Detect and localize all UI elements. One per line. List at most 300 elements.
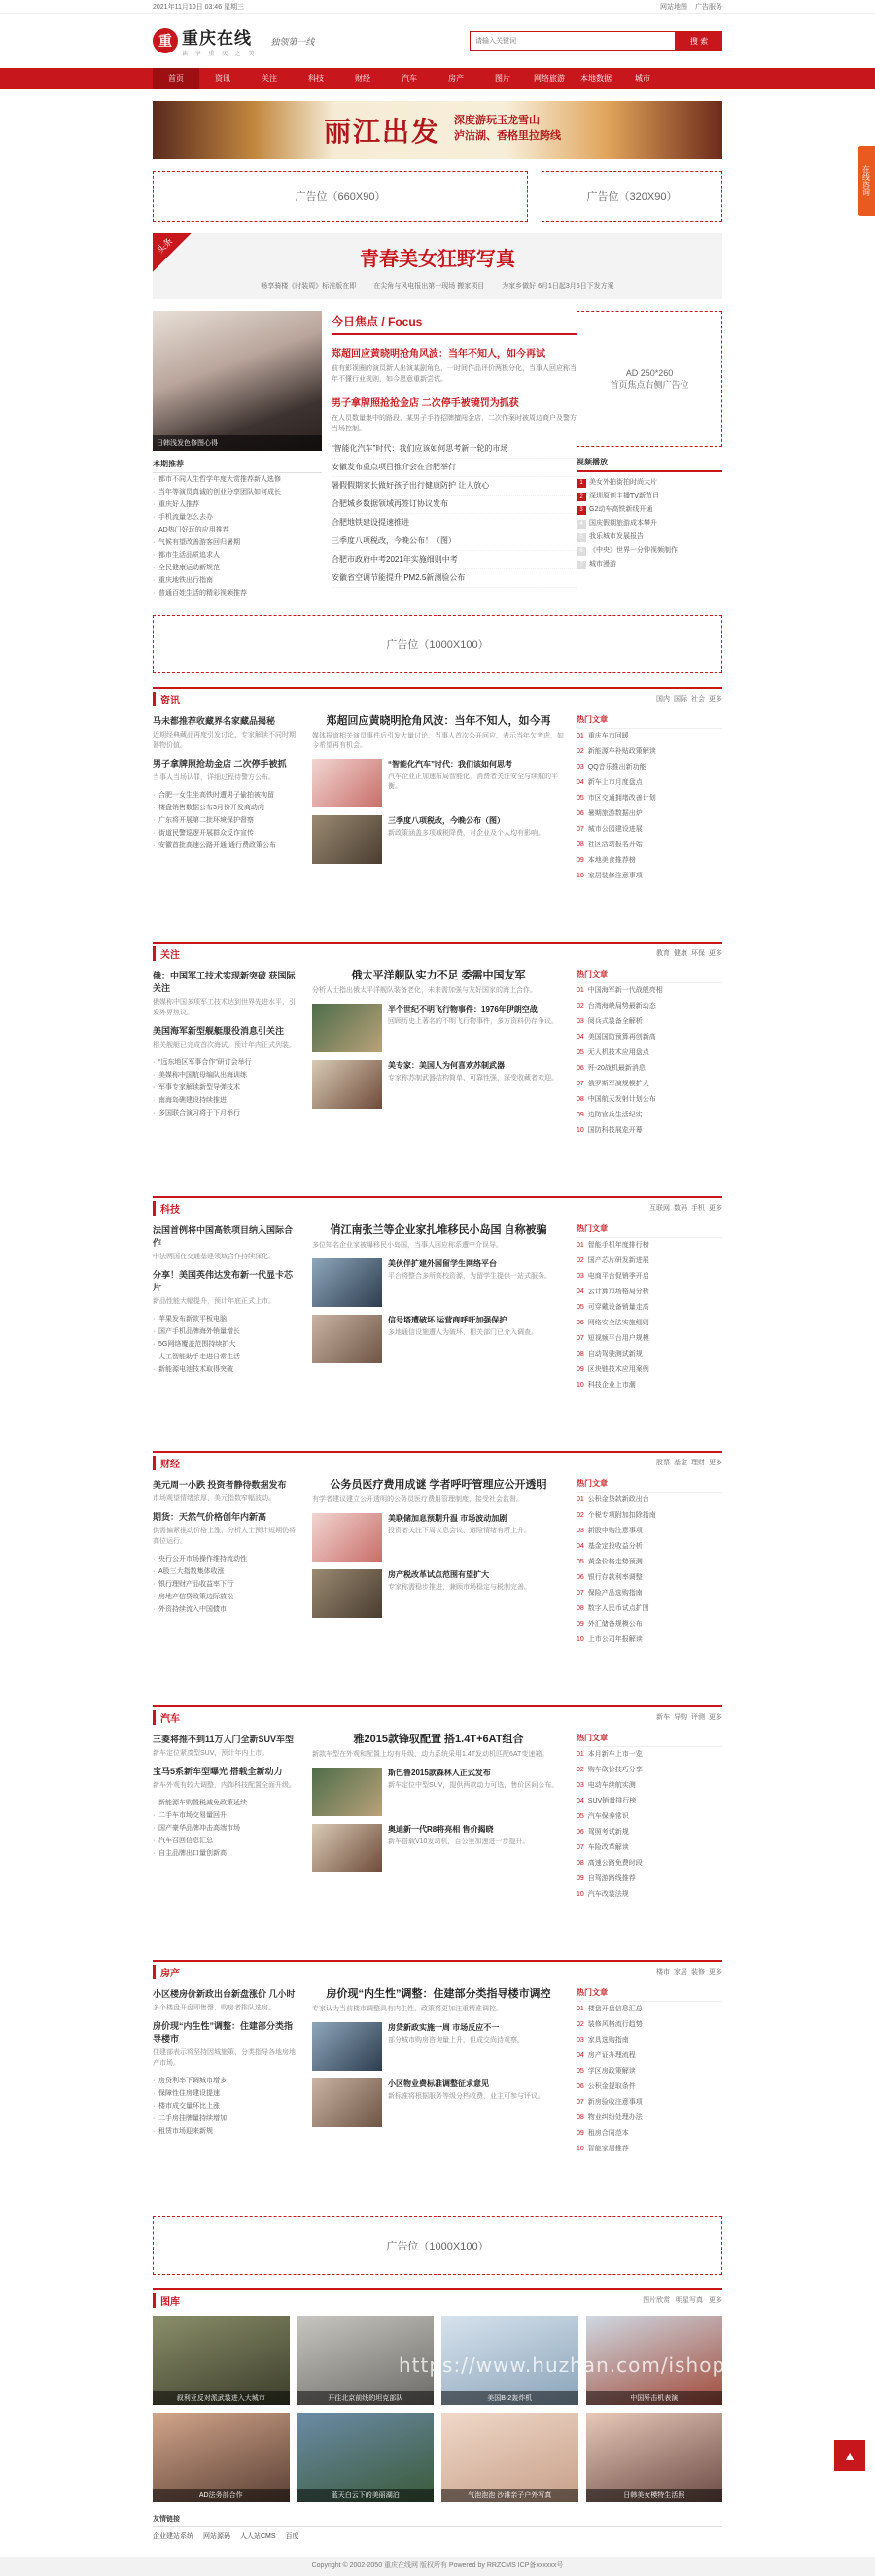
hot-article-item[interactable] [577, 2142, 722, 2157]
channel-subnav-link[interactable]: 更多 [709, 1205, 722, 1212]
channel-subnav-link[interactable]: 数码 [674, 1205, 687, 1212]
logo-sub: 读 享 重 庆 之 美 [182, 52, 258, 57]
channel-title[interactable]: 关注 [153, 946, 180, 961]
channel-left-item[interactable]: · 房贷利率下调城市增多 [153, 2075, 298, 2087]
rank-number: 05 [577, 1813, 584, 1820]
focus-list-item[interactable]: 安徽发布重点项目推介会在合肥举行 [332, 459, 577, 477]
hot-article-item[interactable] [577, 791, 722, 807]
nav-item-6[interactable]: 房产 [448, 74, 464, 83]
rank-number: 01 [577, 1496, 584, 1503]
recommend-item[interactable]: · 全民健康运动新规范 [153, 562, 322, 574]
channel-news-item[interactable] [312, 1513, 565, 1562]
news-thumbnail[interactable] [312, 1258, 382, 1307]
hot-article-item[interactable] [577, 2064, 722, 2079]
hot-article-item[interactable] [577, 1840, 722, 1856]
hot-article-item[interactable] [577, 2111, 722, 2126]
back-to-top-button[interactable] [834, 2440, 865, 2471]
hot-article-item[interactable] [577, 1238, 722, 1254]
hot-article-label: 暑期旅游数据出炉 [587, 810, 643, 817]
channel-left-item[interactable]: · 外资持续流入中国债市 [153, 1603, 298, 1616]
channel-subnav-link[interactable]: 更多 [709, 696, 722, 703]
hot-article-item[interactable] [577, 999, 722, 1014]
focus-list-item[interactable]: “智能化汽车”时代：我们应该如何思考新一轮的市场 [332, 440, 577, 459]
rank-number: 07 [577, 1844, 584, 1851]
channel-subnav-link[interactable]: 环保 [691, 950, 705, 957]
news-title[interactable]: 美伙伴扩建外国留学生网络平台 [388, 1259, 497, 1268]
nav-item-8[interactable]: 网络旅游 [534, 74, 565, 83]
video-item[interactable] [577, 503, 722, 517]
channel-left-item[interactable]: · 楼市成交量环比上涨 [153, 2100, 298, 2112]
hot-article-item[interactable] [577, 1586, 722, 1601]
channel-left-title[interactable]: 宝马5系新车型曝光 搭载全新动力 [153, 1767, 283, 1776]
channel-subnav-link[interactable]: 健康 [674, 950, 687, 957]
news-thumbnail[interactable] [312, 759, 382, 807]
rank-number: 08 [577, 1351, 584, 1357]
channel-left-item[interactable]: · 军事专家解读新型导弹技术 [153, 1082, 298, 1094]
hot-article-item[interactable] [577, 1632, 722, 1648]
online-consult-button[interactable]: 在线咨询 [858, 146, 875, 216]
channel-left-item[interactable]: · 南海岛礁建设持续推进 [153, 1094, 298, 1107]
gallery-thumb[interactable] [441, 2413, 578, 2502]
channel-news-item[interactable] [312, 1315, 565, 1363]
news-title[interactable]: 美联储加息预期升温 市场波动加剧 [388, 1514, 508, 1523]
hot-article-item[interactable] [577, 2048, 722, 2064]
hot-article-item[interactable] [577, 1092, 722, 1108]
hot-article-item[interactable] [577, 1108, 722, 1123]
channel-subnav-link[interactable]: 家居 [674, 1969, 687, 1975]
focus-list-item[interactable]: 安徽省空调节能提升 PM2.5新测验公布 [332, 569, 577, 588]
channel-left-item[interactable]: · 安徽首批高速公路开通 通行费政策公布 [153, 840, 298, 852]
news-thumbnail[interactable] [312, 2078, 382, 2127]
channel-subnav-link[interactable]: 社会 [691, 696, 705, 703]
channel-left-item[interactable]: · 5G网络覆盖范围持续扩大 [153, 1338, 298, 1351]
recommend-item[interactable]: · 当年等演员真诚的创业分享团队如何成长 [153, 486, 322, 498]
channel-news-item[interactable] [312, 2078, 565, 2127]
video-item[interactable] [577, 544, 722, 558]
channel-subnav-link[interactable]: 更多 [709, 1969, 722, 1975]
channel-left-title[interactable]: 美国海军新型舰艇服役消息引关注 [153, 1026, 285, 1036]
channel-headline-text: 分析人士指出俄太平洋舰队装备老化，未来需加强与友好国家的海上合作。 [312, 987, 537, 994]
focus-item-2-title[interactable]: 男子拿牌照抢抢金店 二次停手被镜罚为抓获 [332, 398, 519, 409]
channel-headline-text: 多位知名企业家被曝移民小岛国，当事人回应称系遭中介误导。 [312, 1242, 503, 1249]
news-thumbnail[interactable] [312, 1513, 382, 1562]
recommend-item[interactable]: · 手机流量怎么去办 [153, 511, 322, 524]
channel-section [153, 1196, 722, 1437]
channel-lead-text: 俄媒称中国多项军工技术达到世界先进水平，引发外界热议。 [153, 999, 296, 1016]
channel-left-item[interactable]: · 房地产信贷政策边际放松 [153, 1591, 298, 1603]
hot-article-label: 俄罗斯军演规模扩大 [587, 1081, 649, 1087]
channel-subnav-link[interactable]: 更多 [709, 1714, 722, 1721]
channel-headline[interactable]: 房价现“内生性”调整：住建部分类指导楼市调控 [326, 1988, 551, 2000]
channel-news-item[interactable] [312, 815, 565, 864]
channel-news-item[interactable] [312, 2022, 565, 2071]
ad-1000x100-bottom[interactable]: 广告位（1000X100） [153, 2216, 722, 2275]
hot-article-item[interactable] [577, 983, 722, 999]
news-text: 新标准将根据服务等级分档收费，业主可参与评议。 [388, 2093, 544, 2100]
focus-photo[interactable] [153, 311, 322, 451]
channel-left-item[interactable]: · 租赁市场迎来新规 [153, 2125, 298, 2138]
channel-lead[interactable]: 俄：中国军工技术实现新突破 获国际关注 [153, 971, 296, 993]
channel-lead[interactable]: 法国首例将中国高铁项目纳入国际合作 [153, 1225, 294, 1248]
recommend-item[interactable]: · 都市生活品质追求人 [153, 549, 322, 562]
gallery-caption: 气泡泡泡 沙滩亲子户外写真 [441, 2489, 578, 2502]
friend-link[interactable]: 网站源码 [203, 2533, 230, 2540]
channel-left-item[interactable]: · 银行理财产品收益率下行 [153, 1578, 298, 1591]
hot-article-item[interactable] [577, 775, 722, 791]
channel-news-item[interactable] [312, 1824, 565, 1872]
focus-list-item[interactable]: 三季度八项税改，今晚公布！（图） [332, 532, 577, 551]
hot-articles-title: 热门文章 [577, 963, 722, 983]
channel-news-item[interactable] [312, 1004, 565, 1052]
friend-link[interactable]: 百度 [285, 2533, 299, 2540]
hot-article-item[interactable] [577, 1378, 722, 1393]
headline-sub-2[interactable]: 在尖角与风电报出第一现场 搬家项目 [373, 283, 485, 290]
hot-article-item[interactable] [577, 2079, 722, 2095]
nav-item-0[interactable]: 首页 [153, 68, 199, 89]
nav-item-1[interactable]: 资讯 [215, 74, 230, 83]
channel-left-item[interactable]: · 二手房挂牌量持续增加 [153, 2112, 298, 2125]
channel-lead[interactable]: 美元周一小跌 投资者静待数据发布 [153, 1480, 287, 1490]
hot-article-item[interactable] [577, 869, 722, 884]
hot-article-item[interactable] [577, 1825, 722, 1840]
hot-article-item[interactable] [577, 1077, 722, 1092]
news-title[interactable]: 半个世纪不明飞行物事件：1976年伊朗空战 [388, 1005, 538, 1013]
gallery-thumb[interactable] [153, 2413, 290, 2502]
channel-subnav-link[interactable]: 国内 [656, 696, 670, 703]
rank-badge: 3 [577, 506, 586, 515]
channel-subnav-link[interactable]: 国际 [674, 696, 687, 703]
friend-link[interactable]: 人人站CMS [240, 2533, 276, 2540]
news-title[interactable]: “智能化汽车”时代：我们该如何思考 [388, 760, 512, 769]
gallery-caption: 蓝天白云下的美丽湖泊 [298, 2489, 435, 2502]
hot-article-label: 家具选购指南 [587, 2037, 629, 2044]
recommend-item[interactable]: · 普通百姓生活的精彩视频推荐 [153, 587, 322, 600]
hot-article-label: 学区房政策解读 [587, 2068, 636, 2075]
headline-block [153, 233, 722, 299]
hot-article-item[interactable] [577, 2033, 722, 2048]
news-title[interactable]: 奥迪新一代R8将亮相 售价揭晓 [388, 1825, 494, 1834]
channel-title[interactable]: 财经 [153, 1456, 180, 1470]
hot-article-label: 黄金价格走势预测 [587, 1559, 643, 1565]
channel-lead[interactable]: 小区楼房价新政出台新盘涨价 几小时 [153, 1989, 296, 1999]
hot-article-item[interactable] [577, 1508, 722, 1524]
hot-article-item[interactable] [577, 729, 722, 744]
friend-links [153, 2514, 722, 2541]
recommend-item[interactable]: · 重庆好人推荐 [153, 498, 322, 511]
channel-lead-text: 多个楼盘开盘即售罄，购房者排队选房。 [153, 2005, 275, 2011]
video-item-label: 《中央》世界一分钟视频制作 [589, 547, 678, 554]
ad-side-250x260[interactable]: AD 250*260 首页焦点右侧广告位 [577, 311, 722, 447]
hot-article-item[interactable] [577, 822, 722, 838]
hot-article-item[interactable] [577, 1524, 722, 1539]
hot-article-label: 数字人民币试点扩围 [587, 1605, 649, 1612]
channel-news-item[interactable] [312, 1569, 565, 1618]
gallery-more-1[interactable]: 图片欣赏 [643, 2297, 671, 2304]
logo-name: 重庆在线 [182, 29, 252, 48]
channel-left-item[interactable]: · 汽车召回信息汇总 [153, 1835, 298, 1847]
news-thumbnail[interactable] [312, 1060, 382, 1109]
focus-list-item[interactable]: 合肥地铁建设提速推进 [332, 514, 577, 532]
channel-left-item[interactable]: · 保障性住房建设提速 [153, 2087, 298, 2100]
recommend-item[interactable]: · 都市不同人生哲学年度大赏推荐新人选修 [153, 473, 322, 486]
date-text: 2021年11月10日 03:46 星期三 [153, 4, 245, 11]
headline-title[interactable]: 青春美女狂野写真 [360, 247, 515, 270]
news-title[interactable]: 信号塔遭破坏 运营商呼吁加强保护 [388, 1316, 508, 1324]
rank-number: 08 [577, 1860, 584, 1867]
channel-news-item[interactable] [312, 759, 565, 807]
hot-article-item[interactable] [577, 838, 722, 853]
sitemap-link[interactable]: 网站地图 [660, 4, 688, 11]
channel-headline[interactable]: 郑超回应黄晓明抢角风波：当年不知人，如今再 [326, 715, 551, 727]
hot-article-item[interactable] [577, 1887, 722, 1903]
gallery-thumb[interactable] [586, 2413, 723, 2502]
news-title[interactable]: 房贷新政实施一周 市场反应不一 [388, 2023, 500, 2032]
channel-left-item[interactable]: · 国产豪华品牌冲击高端市场 [153, 1822, 298, 1835]
hot-article-item[interactable] [577, 1014, 722, 1030]
channel-headline[interactable]: 俏江南张兰等企业家扎堆移民小岛国 自称被骗 [330, 1224, 547, 1236]
gallery-thumb[interactable] [153, 2316, 290, 2405]
channel-title[interactable]: 科技 [153, 1201, 180, 1216]
hot-article-item[interactable] [577, 1794, 722, 1809]
hot-article-item[interactable] [577, 1300, 722, 1316]
channel-left-title[interactable]: 分享！美国英伟达发布新一代显卡芯片 [153, 1270, 294, 1292]
hot-article-label: 区块链技术应用案例 [587, 1366, 649, 1373]
hot-article-item[interactable] [577, 1254, 722, 1269]
hot-article-item[interactable] [577, 2002, 722, 2017]
search-button[interactable]: 搜 索 [676, 31, 722, 51]
search-input[interactable] [470, 31, 676, 51]
gallery-title[interactable]: 图库 [153, 2293, 180, 2308]
ad-service-link[interactable]: 广告服务 [695, 4, 722, 11]
news-thumbnail[interactable] [312, 1824, 382, 1872]
hot-article-item[interactable] [577, 1601, 722, 1617]
ad-1000x100-top[interactable]: 广告位（1000X100） [153, 615, 722, 673]
hot-article-item[interactable] [577, 1747, 722, 1763]
hot-article-item[interactable] [577, 1123, 722, 1139]
channel-subnav-link[interactable]: 股票 [656, 1460, 670, 1466]
video-item[interactable] [577, 476, 722, 490]
focus-list-item[interactable]: 合肥城乡数据领域再签订协议发布 [332, 496, 577, 514]
news-text: 多地通信设施遭人为破坏，相关部门已介入调查。 [388, 1329, 538, 1336]
channel-left-text: 新品性能大幅提升，预计年底正式上市。 [153, 1298, 275, 1305]
hot-article-item[interactable] [577, 744, 722, 760]
recommend-item[interactable]: · 气候有望改善游客回归暑期 [153, 536, 322, 549]
channel-subnav-link[interactable]: 更多 [709, 1460, 722, 1466]
channel-left-item[interactable]: · 国产手机品牌海外销量增长 [153, 1325, 298, 1338]
channel-lead[interactable]: 马未都推荐收藏界名家藏品揭秘 [153, 716, 276, 726]
news-title[interactable]: 房产税改革试点范围有望扩大 [388, 1570, 489, 1579]
channel-left-item[interactable]: · 街道民警巡逻开展群众反诈宣传 [153, 827, 298, 840]
channel-left-item[interactable]: · 合肥一女生坐高铁时遭男子偷拍被拘留 [153, 789, 298, 802]
focus-list-item[interactable]: 合肥市政府中考2021年实施细则中考 [332, 551, 577, 569]
friend-link[interactable]: 企业建站系统 [153, 2533, 193, 2540]
hot-article-item[interactable] [577, 1316, 722, 1331]
ad-320x90[interactable]: 广告位（320X90） [542, 171, 722, 222]
rank-number: 04 [577, 1798, 584, 1804]
rank-number: 01 [577, 733, 584, 739]
channel-left-item[interactable]: · 央行公开市场操作维持流动性 [153, 1553, 298, 1565]
hot-article-item[interactable] [577, 1061, 722, 1077]
watermark: https://www.huzhan.com/ishop36306 [399, 2353, 792, 2377]
nav-item-2[interactable]: 关注 [262, 74, 277, 83]
nav-item-5[interactable]: 汽车 [402, 74, 417, 83]
hot-article-item[interactable] [577, 1872, 722, 1887]
channel-news-item[interactable] [312, 1258, 565, 1307]
channel-subnav-link[interactable]: 手机 [691, 1205, 705, 1212]
headline-sub-3[interactable]: 为家乡做好 6月1日起3月5日下发方案 [502, 283, 614, 290]
channel-subnav-link[interactable]: 楼市 [656, 1969, 670, 1975]
slogan: 独领第一线 [270, 37, 315, 48]
hot-article-label: 中国海军新一代战舰亮相 [587, 987, 663, 994]
gallery-thumb[interactable] [298, 2413, 435, 2502]
hot-article-item[interactable] [577, 1493, 722, 1508]
news-title[interactable]: 美专家：美国人为何喜欢苏制武器 [388, 1061, 505, 1070]
rank-number: 10 [577, 1891, 584, 1898]
channel-headline[interactable]: 俄太平洋舰队实力不足 委需中国友军 [351, 970, 526, 981]
news-title[interactable]: 斯巴鲁2015款森林人正式发布 [388, 1769, 491, 1777]
channel-left-title[interactable]: 男子拿牌照抢劫金店 二次停手被抓 [153, 759, 287, 769]
headline-sub-1[interactable]: 畅享骑楼《时装周》标准版在即 [261, 283, 357, 290]
recommend-item[interactable]: · AD热门好玩的应用推荐 [153, 524, 322, 536]
channel-subnav-link[interactable]: 评测 [691, 1714, 705, 1721]
focus-list-item[interactable]: 暑假假期家长做好孩子出行健康防护 让人放心 [332, 477, 577, 496]
nav-item-4[interactable]: 财经 [355, 74, 370, 83]
channel-left-item[interactable]: · 自主品牌出口量创新高 [153, 1847, 298, 1860]
channel-left-item[interactable]: · 人工智能助手走进日常生活 [153, 1351, 298, 1363]
hot-article-item[interactable] [577, 1046, 722, 1061]
channel-headline[interactable]: 公务员医疗费用成谜 学者呼吁管理应公开透明 [330, 1479, 547, 1491]
hot-article-item[interactable] [577, 1539, 722, 1555]
hot-article-item[interactable] [577, 1809, 722, 1825]
focus-photo-caption: 日韩浅发色修图心得 [153, 435, 322, 451]
hot-article-item[interactable] [577, 2017, 722, 2033]
hot-article-item[interactable] [577, 1269, 722, 1285]
channel-subnav-link[interactable]: 更多 [709, 950, 722, 957]
channel-left-item[interactable]: · 苹果发布新款平板电脑 [153, 1313, 298, 1325]
rank-number: 05 [577, 795, 584, 802]
hot-article-item[interactable] [577, 1570, 722, 1586]
rank-number: 01 [577, 1242, 584, 1249]
banner-ad[interactable] [153, 101, 722, 159]
channel-left-text: 相关舰艇已完成首次海试，预计年内正式列装。 [153, 1042, 296, 1048]
channel-news-item[interactable] [312, 1060, 565, 1109]
channel-headline[interactable]: 雅2015款锋驭配置 搭1.4T+6AT组合 [353, 1734, 524, 1745]
channel-news-item[interactable] [312, 1768, 565, 1816]
channel-left-item[interactable]: · 广东将开展第二批环境保护督察 [153, 814, 298, 827]
rank-number: 06 [577, 1574, 584, 1581]
channel-left-item[interactable]: · 多国联合演习将于下月举行 [153, 1107, 298, 1119]
hot-article-item[interactable] [577, 1362, 722, 1378]
hot-article-label: 阅兵式装备全解析 [587, 1018, 643, 1025]
channel-lead[interactable]: 三菱将推不到11万入门全新SUV车型 [153, 1735, 295, 1744]
channel-title[interactable]: 汽车 [153, 1710, 180, 1725]
channel-subnav-link[interactable]: 理财 [691, 1460, 705, 1466]
video-item[interactable] [577, 558, 722, 571]
hot-article-item[interactable] [577, 1347, 722, 1362]
channel-subnav-link[interactable]: 导购 [674, 1714, 687, 1721]
rank-number: 06 [577, 1829, 584, 1836]
video-item[interactable] [577, 531, 722, 544]
channel-left-item[interactable]: · “远东地区军事合作”研讨会举行 [153, 1056, 298, 1069]
hot-article-item[interactable] [577, 1778, 722, 1794]
channel-left-item[interactable]: · 美媒称中国航母编队出海训练 [153, 1069, 298, 1082]
channel-title[interactable]: 资讯 [153, 692, 180, 706]
banner-subtitle [454, 113, 561, 144]
gallery-more-2[interactable]: 明星写真 [676, 2297, 704, 2304]
channel-left-title[interactable]: 房价现“内生性”调整：住建部分类指导楼市 [153, 2021, 294, 2044]
channel-subnav-link[interactable]: 装修 [691, 1969, 705, 1975]
news-thumbnail[interactable] [312, 815, 382, 864]
channel-left-list [153, 789, 298, 852]
rank-number: 02 [577, 1257, 584, 1264]
news-thumbnail[interactable] [312, 1569, 382, 1618]
channel-subnav-link[interactable]: 教育 [656, 950, 670, 957]
channel-left-item[interactable]: · 楼盘销售数据公布3月份开发商动向 [153, 802, 298, 814]
rank-number: 05 [577, 1049, 584, 1056]
recommend-item[interactable]: · 重庆地铁出行指南 [153, 574, 322, 587]
channel-left-item[interactable]: · 新能源车购置税减免政策延续 [153, 1797, 298, 1809]
channel-subnav-link[interactable]: 新车 [656, 1714, 670, 1721]
channel-subnav-link[interactable]: 基金 [674, 1460, 687, 1466]
hot-article-label: 汽车保养常识 [587, 1813, 629, 1820]
hot-article-item[interactable] [577, 1555, 722, 1570]
rank-number: 01 [577, 987, 584, 994]
hot-article-item[interactable] [577, 1030, 722, 1046]
hot-article-label: 边防官兵生活纪实 [587, 1112, 643, 1118]
hot-article-item[interactable] [577, 760, 722, 775]
news-title[interactable]: 小区物业费标准调整征求意见 [388, 2079, 489, 2088]
ad-660x90[interactable]: 广告位（660X90） [153, 171, 528, 222]
news-thumbnail[interactable] [312, 1768, 382, 1816]
nav-item-7[interactable]: 图片 [495, 74, 510, 83]
channel-title[interactable]: 房产 [153, 1965, 180, 1979]
nav-item-9[interactable]: 本地数据 [580, 74, 612, 83]
channel-left-title[interactable]: 期货：天然气价格创年内新高 [153, 1512, 267, 1522]
hot-article-item[interactable] [577, 807, 722, 822]
channel-left-item[interactable]: · 新能源电池技术取得突破 [153, 1363, 298, 1376]
hot-article-item[interactable] [577, 1856, 722, 1872]
search-bar [470, 31, 722, 51]
channel-subnav-link[interactable]: 互联网 [649, 1205, 670, 1212]
channel-left-item[interactable]: · A股三大指数集体收涨 [153, 1565, 298, 1578]
hot-article-label: 基金定投收益分析 [587, 1543, 643, 1550]
news-thumbnail[interactable] [312, 1315, 382, 1363]
focus-list [332, 440, 577, 588]
news-thumbnail[interactable] [312, 1004, 382, 1052]
video-item[interactable] [577, 517, 722, 531]
channel-left-item[interactable]: · 二手车市场交易量回升 [153, 1809, 298, 1822]
focus-item-1-title[interactable]: 郑超回应黄晓明抢角风波：当年不知人，如今再试 [332, 349, 545, 360]
hot-article-item[interactable] [577, 2095, 722, 2111]
hot-article-label: 银行存款利率调整 [587, 1574, 643, 1581]
rank-number: 05 [577, 1559, 584, 1565]
hot-article-item[interactable] [577, 1285, 722, 1300]
hot-article-item[interactable] [577, 1617, 722, 1632]
hot-article-item[interactable] [577, 853, 722, 869]
logo[interactable] [153, 24, 257, 57]
rank-number: 04 [577, 1543, 584, 1550]
channel-lead-text: 市场观望情绪浓厚，美元指数窄幅波动。 [153, 1495, 275, 1502]
nav-item-3[interactable]: 科技 [308, 74, 324, 83]
hot-article-item[interactable] [577, 2126, 722, 2142]
hot-article-item[interactable] [577, 1763, 722, 1778]
news-thumbnail[interactable] [312, 2022, 382, 2071]
hot-article-item[interactable] [577, 1331, 722, 1347]
news-title[interactable]: 三季度八项税改，今晚公布（图） [388, 816, 505, 825]
nav-item-10[interactable]: 城市 [635, 74, 650, 83]
gallery-more-3[interactable]: 更多 [709, 2297, 722, 2304]
video-item[interactable] [577, 490, 722, 503]
